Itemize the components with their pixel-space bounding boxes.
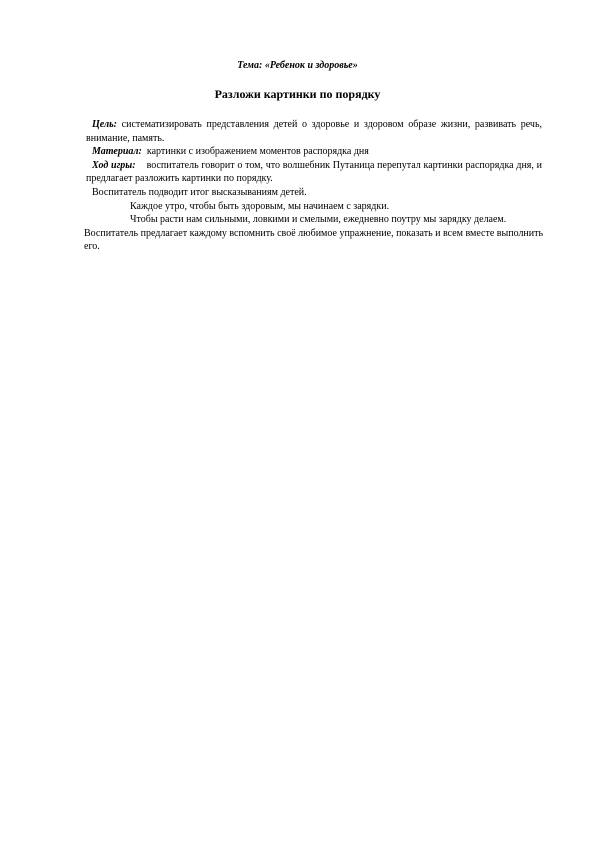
- document-body: [86, 118, 542, 254]
- grow-line: [86, 213, 542, 227]
- document-topic: Тема: «Ребенок и здоровье»: [237, 60, 358, 71]
- summary-text: Воспитатель подводит итог высказываниям детей.: [92, 186, 307, 198]
- material-text: картинки с изображением моментов распорядка дня: [146, 146, 369, 158]
- grow-text: Чтобы расти нам сильными, ловкими и смелыми, ежедневно поутру мы зарядку делаем.: [130, 214, 507, 226]
- morning-text: Каждое утро, чтобы быть здоровым, мы начинаем с зарядки.: [130, 200, 390, 212]
- summary-paragraph: [86, 186, 542, 200]
- goal-text: систематизировать представления детей о здоровье и здоровом образе жизни, развивать речь, внимание, память.: [86, 119, 543, 144]
- morning-line: [86, 200, 542, 214]
- game-paragraph: [86, 159, 542, 186]
- goal-label: Цель:: [92, 119, 117, 130]
- closing-text: Воспитатель предлагает каждому вспомнить своё любимое упражнение, показать и всем вместе выполнить его.: [84, 227, 544, 253]
- goal-paragraph: [86, 118, 542, 145]
- game-text: воспитатель говорит о том, что волшебник Путаница перепутал картинки распорядка дня, и предлагает разложить картинки по порядку.: [86, 159, 542, 185]
- game-label: Ход игры:: [92, 159, 136, 171]
- material-paragraph: [86, 145, 542, 159]
- document-title: Разложи картинки по порядку: [214, 87, 381, 101]
- material-label: Материал:: [92, 146, 142, 158]
- closing-paragraph: [84, 227, 544, 254]
